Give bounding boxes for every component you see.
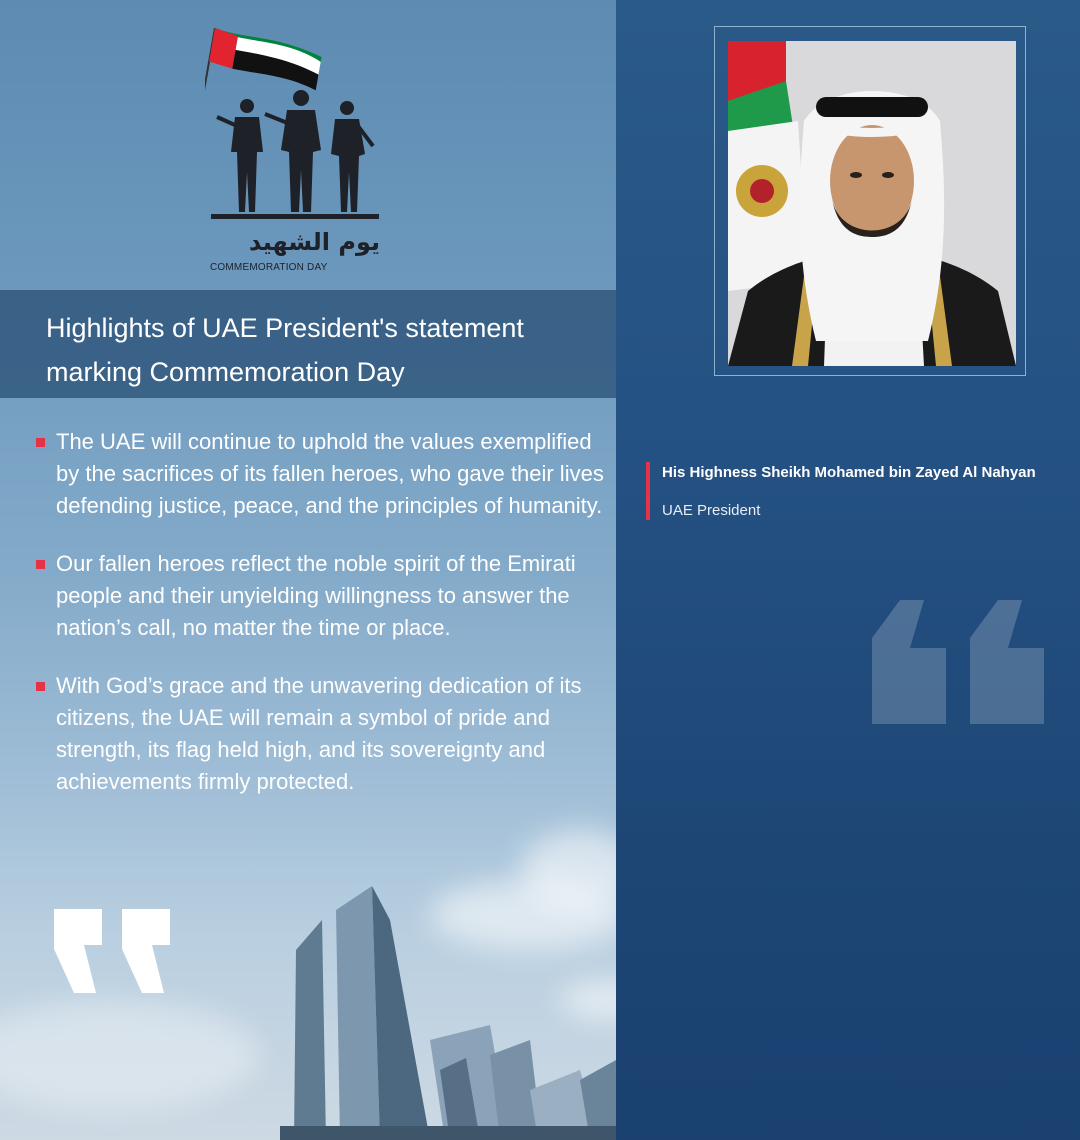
close-quote-icon xyxy=(870,598,1046,726)
list-item xyxy=(36,670,606,798)
soldiers-icon xyxy=(211,90,379,219)
monument-illustration xyxy=(280,880,616,1140)
bullet-square-icon xyxy=(36,560,45,569)
bullet-text: Our fallen heroes reflect the noble spirit of the Emirati people and their unyielding willingness to answer the nation’s call, no matter the time or place. xyxy=(56,551,576,640)
logo-english-text: COMMEMORATION DAY xyxy=(210,262,328,273)
bullet-square-icon xyxy=(36,682,45,691)
president-portrait xyxy=(728,41,1016,366)
page-title: Highlights of UAE President's statement marking Commemoration Day xyxy=(46,313,524,387)
bullet-text: The UAE will continue to uphold the values exemplified by the sacrifices of its fallen heroes, who gave their lives defending justice, peace, and the principles of humanity. xyxy=(56,429,604,518)
open-quote-icon xyxy=(50,905,175,1000)
portrait-illustration xyxy=(728,41,1016,366)
cloud xyxy=(0,1000,260,1110)
list-item xyxy=(36,548,606,644)
bullet-text: With God’s grace and the unwavering dedication of its citizens, the UAE will remain a symbol of pride and strength, its flag held high, and its sovereignty and achievements firmly protected. xyxy=(56,673,582,794)
bullet-list xyxy=(36,426,606,824)
accent-bar xyxy=(646,462,650,520)
list-item xyxy=(36,426,606,522)
president-name: His Highness Sheikh Mohamed bin Zayed Al Nahyan xyxy=(662,464,1036,481)
bullet-square-icon xyxy=(36,438,45,447)
president-role: UAE President xyxy=(662,502,761,519)
logo-arabic-text: يوم الشهيد xyxy=(248,228,380,256)
